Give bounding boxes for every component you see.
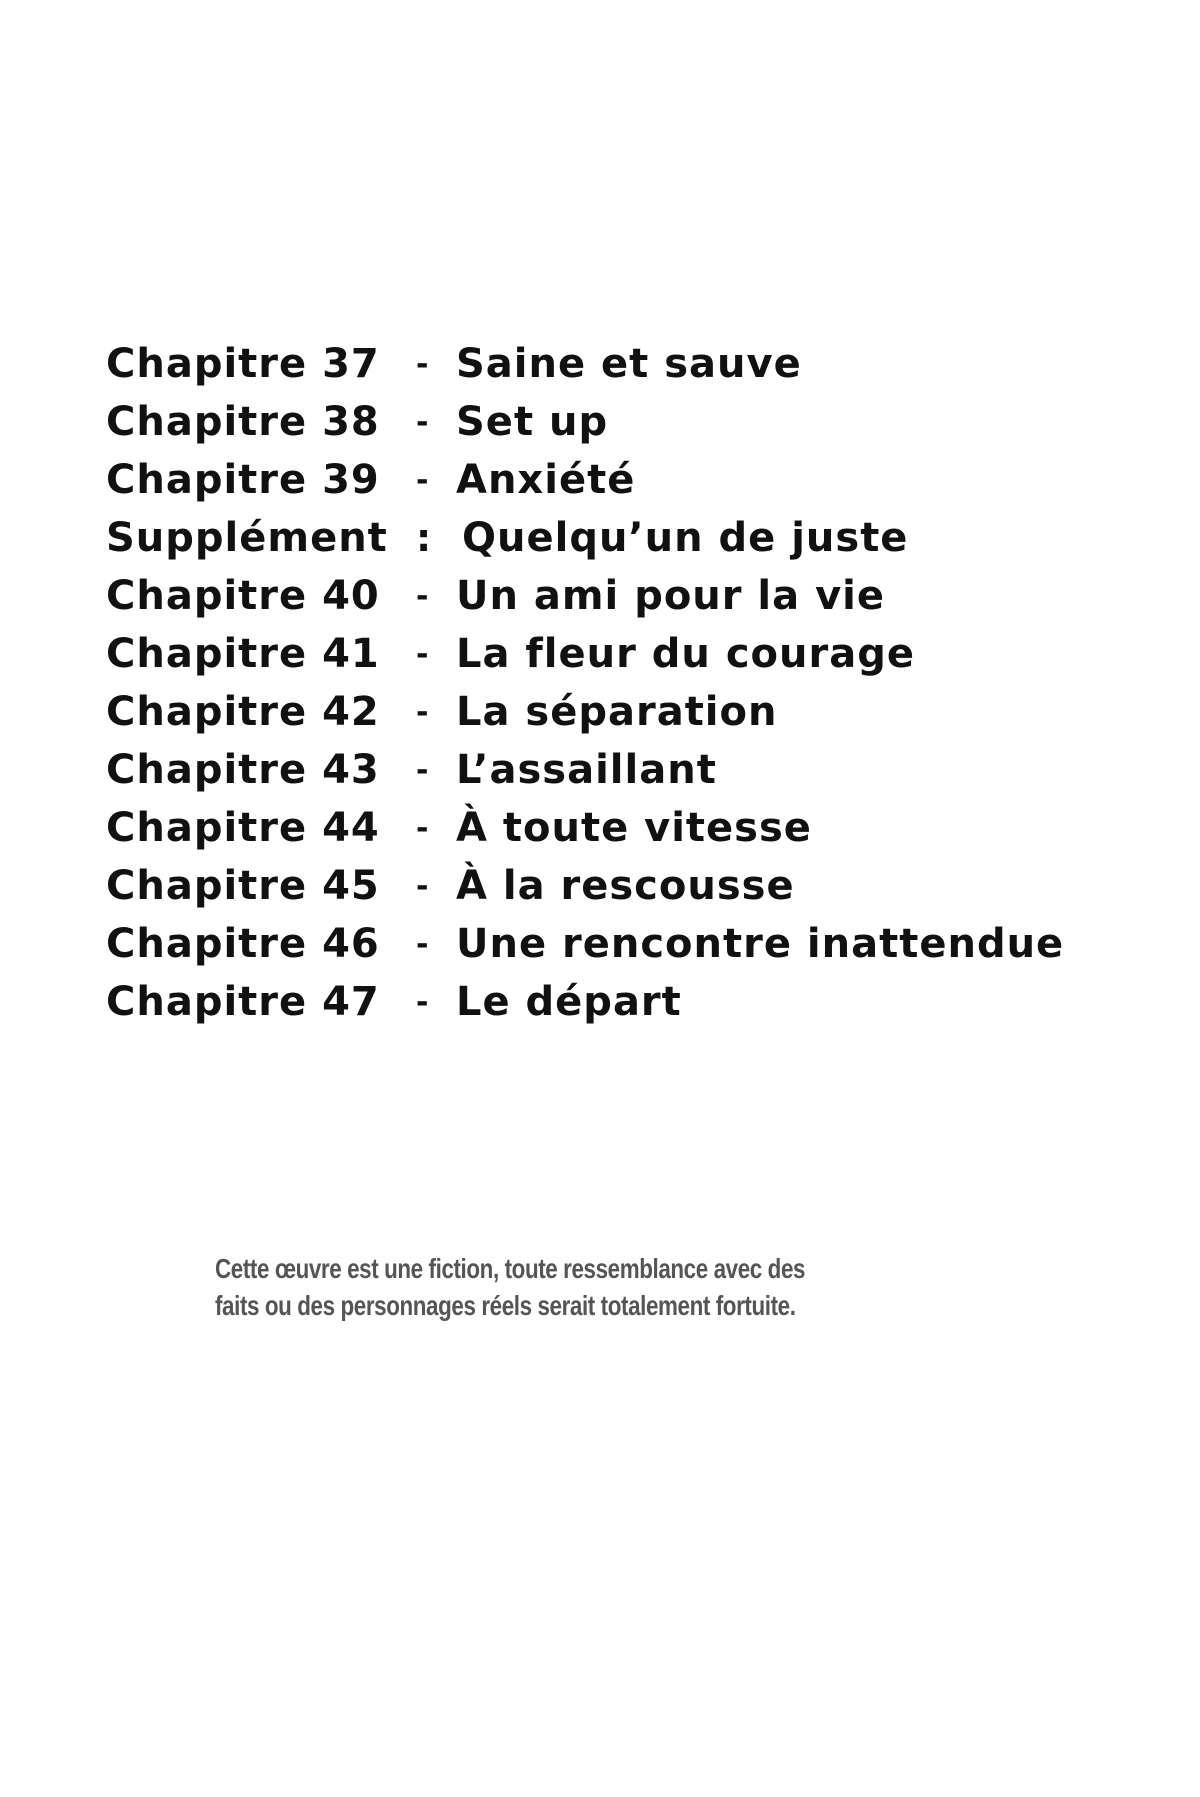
- chapter-title: Set up: [456, 399, 609, 445]
- separator: -: [416, 752, 430, 788]
- disclaimer-line: Cette œuvre est une fiction, toute ressemblance avec des: [215, 1253, 806, 1284]
- toc-entry-chapter-44: [106, 799, 1106, 857]
- toc-entry-chapter-42: [106, 683, 1106, 741]
- fiction-disclaimer: [215, 1250, 823, 1324]
- separator: -: [416, 694, 430, 730]
- chapter-title: Quelqu’un de juste: [462, 515, 909, 561]
- chapter-number: Chapitre 45: [106, 863, 380, 909]
- chapter-title: Anxiété: [456, 457, 636, 503]
- separator: -: [416, 346, 430, 382]
- chapter-number: Supplément: [106, 515, 388, 561]
- toc-entry-chapter-39: [106, 451, 1106, 509]
- toc-entry-chapter-43: [106, 741, 1106, 799]
- separator: -: [416, 868, 430, 904]
- separator: -: [416, 462, 430, 498]
- separator: -: [416, 984, 430, 1020]
- toc-entry-chapter-47: [106, 973, 1106, 1031]
- chapter-title: L’assaillant: [456, 747, 717, 793]
- chapter-title: La séparation: [456, 689, 778, 735]
- chapter-number: Chapitre 38: [106, 399, 380, 445]
- toc-entry-chapter-38: [106, 393, 1106, 451]
- separator: -: [416, 636, 430, 672]
- chapter-number: Chapitre 41: [106, 631, 380, 677]
- chapter-number: Chapitre 42: [106, 689, 380, 735]
- separator: -: [416, 926, 430, 962]
- disclaimer-line: faits ou des personnages réels serait totalement fortuite.: [215, 1290, 796, 1321]
- chapter-number: Chapitre 46: [106, 921, 380, 967]
- chapter-number: Chapitre 40: [106, 573, 380, 619]
- toc-entry-chapter-46: [106, 915, 1106, 973]
- chapter-number: Chapitre 43: [106, 747, 380, 793]
- chapter-title: Le départ: [456, 979, 682, 1025]
- chapter-title: La fleur du courage: [456, 631, 915, 677]
- table-of-contents: [106, 335, 1106, 1031]
- chapter-title: Une rencontre inattendue: [456, 921, 1065, 967]
- separator: -: [416, 810, 430, 846]
- toc-entry-supplement: [106, 509, 1106, 567]
- chapter-number: Chapitre 44: [106, 805, 380, 851]
- toc-entry-chapter-41: [106, 625, 1106, 683]
- chapter-title: Un ami pour la vie: [456, 573, 885, 619]
- chapter-title: À la rescousse: [456, 863, 795, 909]
- separator: -: [416, 578, 430, 614]
- toc-entry-chapter-40: [106, 567, 1106, 625]
- chapter-title: Saine et sauve: [456, 341, 802, 387]
- separator: :: [416, 516, 433, 560]
- chapter-number: Chapitre 37: [106, 341, 380, 387]
- separator: -: [416, 404, 430, 440]
- chapter-title: À toute vitesse: [456, 805, 812, 851]
- toc-entry-chapter-37: [106, 335, 1106, 393]
- toc-entry-chapter-45: [106, 857, 1106, 915]
- chapter-number: Chapitre 47: [106, 979, 380, 1025]
- chapter-number: Chapitre 39: [106, 457, 380, 503]
